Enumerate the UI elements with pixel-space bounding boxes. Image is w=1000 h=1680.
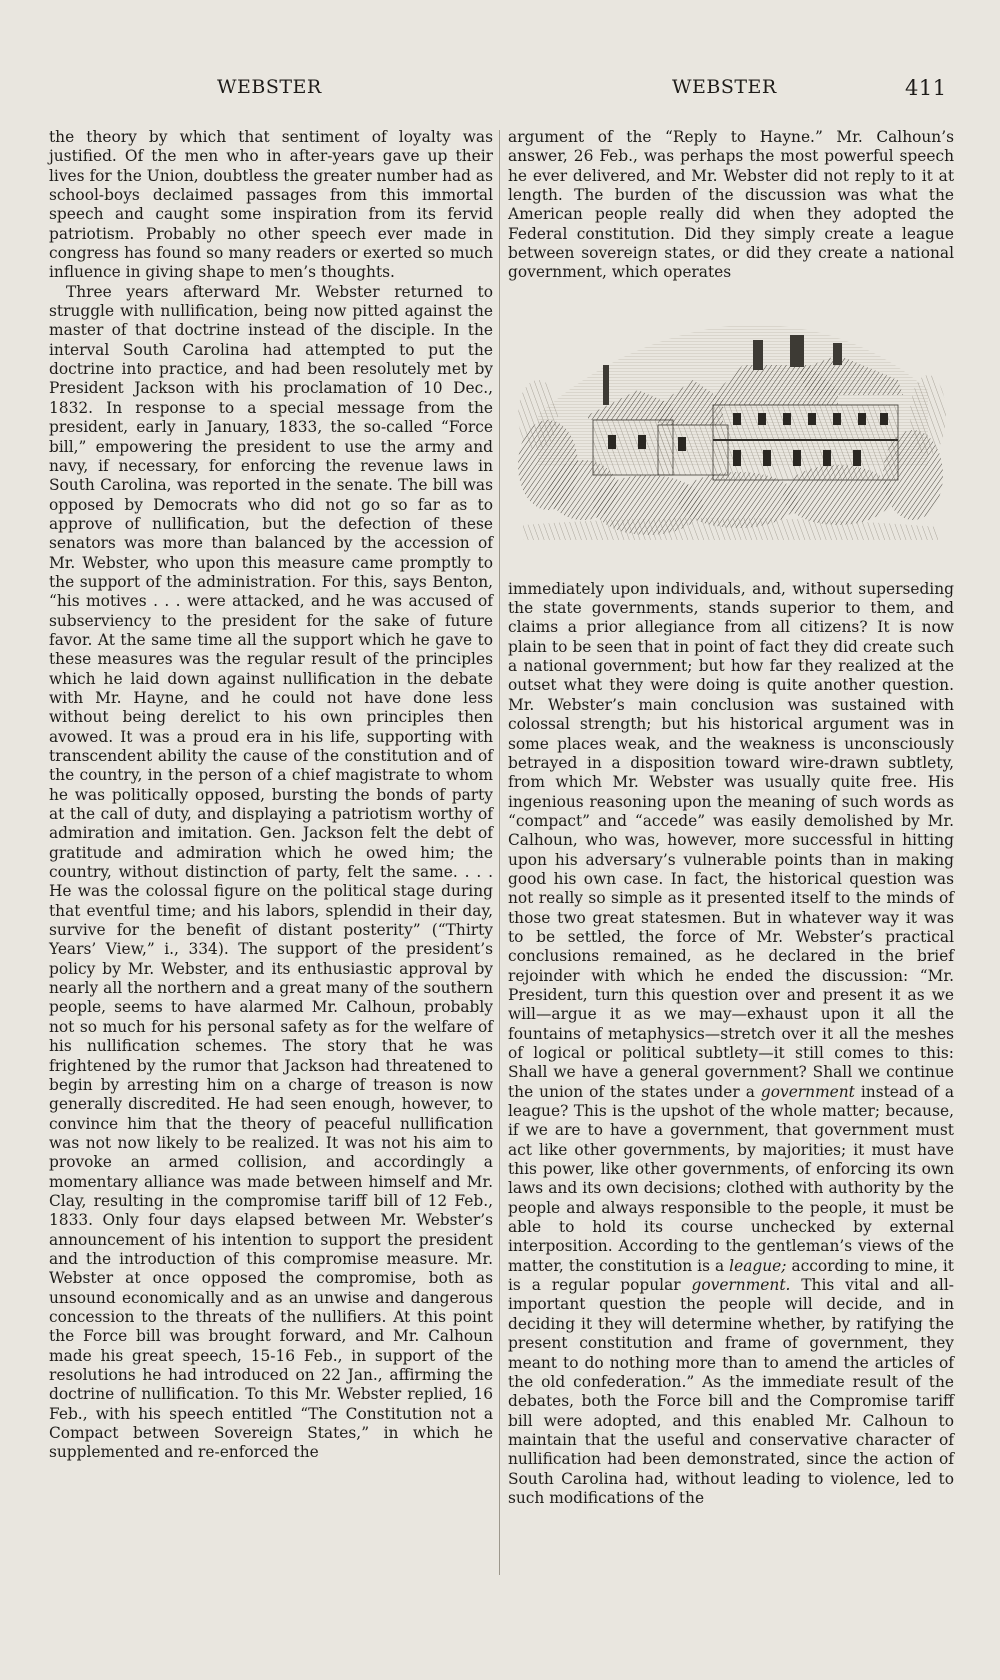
- text-run: immediately upon individuals, and, without superseding the state governments, stands superior to them, and claims a prior allegiance from all citizens? It is now plain to be seen that in point of fact they did create such a national government; but how far they realized at the outset what they were doing is quite another question. Mr. Webster’s main conclusion was sustained with colossal strength; but his historical argument was in some places weak, and the weakness is unconsciously betrayed in a disposition toward wire-drawn subtlety, from which Mr. Webster was usually quite free. His ingenious reasoning upon the meaning of such words as “compact” and “accede” was easily demolished by Mr. Calhoun, who was, however, more successful in hitting upon his adversary’s vulnerable points than in making good his own case. In fact, the historical question was not really so simple as it presented itself to the minds of those two great statesmen. But in whatever way it was to be settled, the force of Mr. Webster’s practical conclusions remained, as he declared in the brief rejoinder with which he ended the discussion: “Mr. President, turn this question over and present it as we will—argue it as we may—exhaust upon it all the fountains of metaphysics—stretch over it all the meshes of logical or political subtlety—it still comes to this: Shall we have a general government? Shall we continue the union of the states under a: [508, 579, 954, 1101]
- left-column: [49, 128, 493, 1578]
- header-right-title: WEBSTER: [672, 76, 777, 98]
- paragraph: the theory by which that sentiment of loyalty was justified. Of the men who in after-years gave up their lives for the Union, doubtless the greater number had as school-boys declaimed passages from this immortal speech and caught some inspiration from its fervid patriotism. Probably no other speech ever made in congress has found so many readers or exerted so much influence in giving shape to men’s thoughts.: [49, 128, 493, 282]
- page-number: 411: [905, 76, 947, 100]
- header-left-title: WEBSTER: [217, 76, 322, 98]
- italic-term: government.: [691, 1276, 791, 1295]
- running-header: [0, 76, 1000, 106]
- column-divider: [499, 130, 500, 1575]
- paragraph: [508, 580, 954, 1509]
- text-run: instead of a league? This is the upshot of the whole matter; because, if we are to have a government, that government must act like other governments, by majorities; it must have this power, like other governments, of enforcing its own laws and its own decisions; clothed with authority by the people and always responsible to the people, it must be able to hold its course unchecked by external interposition. According to the gentleman’s views of the matter, the constitution is a: [508, 1082, 954, 1275]
- text-run: according to mine, it is a regular popular: [508, 1256, 954, 1295]
- paragraph: Three years afterward Mr. Webster returned to struggle with nullification, being now pitted against the master of that doctrine instead of the disciple. In the interval South Carolina had attempted to put the doctrine into practice, and had been resolutely met by President Jackson with his proclamation of 10 Dec., 1832. In response to a special message from the president, early in January, 1833, the so-called “Force bill,” empowering the president to use the army and navy, if necessary, for enforcing the revenue laws in South Carolina, was reported in the senate. The bill was opposed by Democrats who did not go so far as to approve of nullification, but the defection of these senators was more than balanced by the accession of Mr. Webster, who upon this measure came promptly to the support of the administration. For this, says Benton, “his motives . . . were attacked, and he was accused of subserviency to the president for the sake of future favor. At the same time all the support which he gave to these measures was the regular result of the principles which he laid down against nullification in the debate with Mr. Hayne, and he could not have done less without being derelict to his own principles then avowed. It was a proud era in his life, supporting with transcendent ability the cause of the constitution and of the country, in the person of a chief magistrate to whom he was politically opposed, bursting the bonds of party at the call of duty, and displaying a patriotism worthy of admiration and imitation. Gen. Jackson felt the debt of gratitude and admiration which he owed him; the country, without distinction of party, felt the same. . . . He was the colossal figure on the political stage during that eventful time; and his labors, splendid in their day, survive for the benefit of distant posterity” (“Thirty Years’ View,” i., 334). The support of the president’s policy by Mr. Webster, and its enthusiastic approval by nearly all the northern and a great many of the southern people, seems to have alarmed Mr. Calhoun, probably not so much for his personal safety as for the welfare of his nullification schemes. The story that he was frightened by the rumor that Jackson had threatened to begin by arresting him on a charge of treason is now generally discredited. He had seen enough, however, to convince him that the theory of peaceful nullification was not now likely to be realized. It was not his aim to provoke an armed collision, and accordingly a momentary alliance was made between himself and Mr. Clay, resulting in the compromise tariff bill of 12 Feb., 1833. Only four days elapsed between Mr. Webster’s announcement of his intention to support the president and the introduction of this compromise measure. Mr. Webster at once opposed the compromise, both as unsound economically and as an unwise and dangerous concession to the threats of the nullifiers. At this point the Force bill was brought forward, and Mr. Calhoun made his great speech, 15-16 Feb., in support of the resolutions he had introduced on 22 Jan., affirming the doctrine of nullification. To this Mr. Webster replied, 16 Feb., with his speech entitled “The Constitution not a Compact between Sovereign States,” in which he supplemented and re-enforced the: [49, 282, 493, 1462]
- right-column: [508, 128, 954, 1578]
- engraving-illustration: [508, 295, 950, 560]
- text-run: This vital and all-important question the people will decide, and in deciding it they will determine whether, by ratifying the present constitution and frame of government, they meant to do nothing more than to amend the articles of the old confederation.” As the immediate result of the debates, both the Force bill and the Compromise tariff bill were adopted, and this enabled Mr. Calhoun to maintain that the useful and conservative character of nullification had been demonstrated, since the action of South Carolina had, without leading to violence, led to such modifications of the: [508, 1276, 954, 1507]
- paragraph: argument of the “Reply to Hayne.” Mr. Calhoun’s answer, 26 Feb., was perhaps the most powerful speech he ever delivered, and Mr. Webster did not reply to it at length. The burden of the discussion was what the American people really did when they adopted the Federal constitution. Did they simply create a league between sovereign states, or did they create a national government, which operates: [508, 128, 954, 282]
- italic-term: league;: [729, 1256, 787, 1275]
- house-engraving-image: [508, 295, 950, 560]
- italic-term: government: [760, 1082, 855, 1101]
